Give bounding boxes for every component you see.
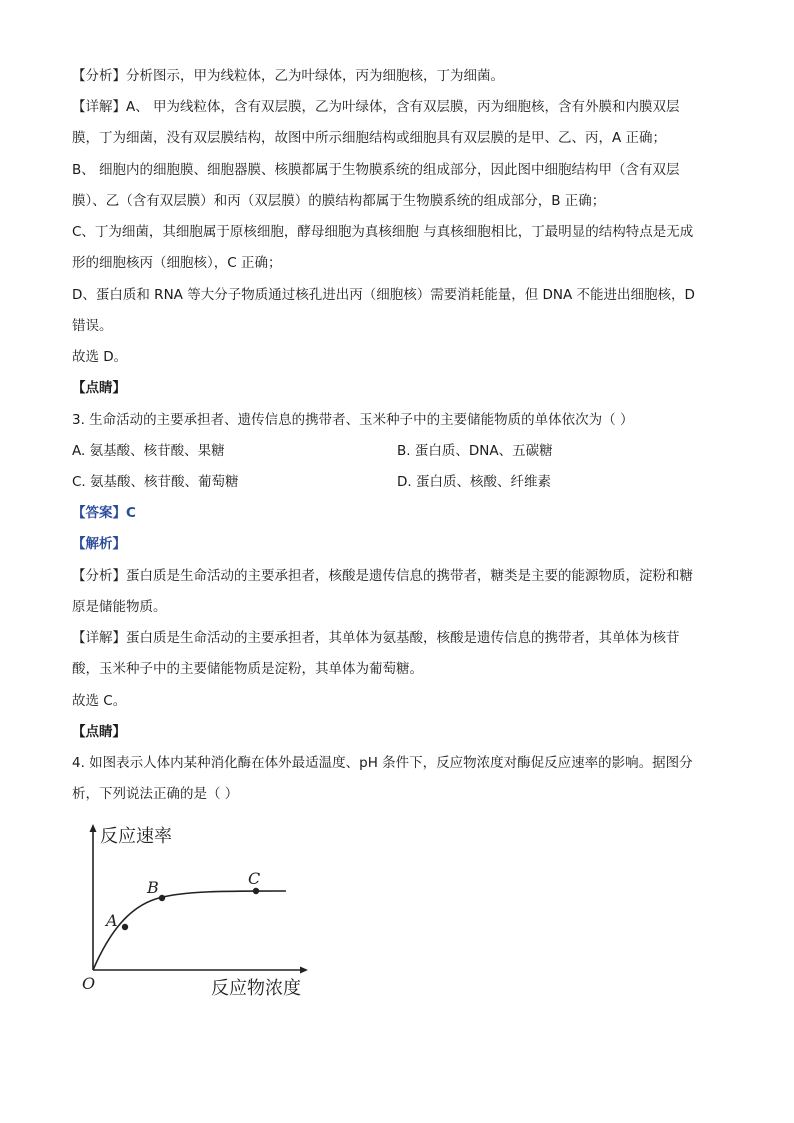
q2-choose: 故选 D。: [72, 349, 128, 365]
q3-analysis-line: 原是储能物质。: [72, 599, 167, 615]
q3-option-d: D. 蛋白质、核酸、纤维素: [397, 474, 551, 490]
q3-option-c: C. 氨基酸、核苷酸、葡萄糖: [72, 474, 239, 490]
q3-option-a: A. 氨基酸、核苷酸、果糖: [72, 443, 225, 459]
q4-stem-line: 析，下列说法正确的是（ ）: [72, 786, 239, 802]
rate-curve: [93, 891, 286, 970]
q2-detail-line: C、丁为细菌，其细胞属于原核细胞，酵母细胞为真核细胞 与真核细胞相比，丁最明显的结构特点是无成: [72, 224, 694, 240]
q3-detail-line: 【详解】蛋白质是生命活动的主要承担者，其单体为氨基酸，核酸是遗传信息的携带者，其单体为核苷: [72, 630, 680, 646]
q2-detail-line: 膜，丁为细菌，没有双层膜结构，故图中所示细胞结构或细胞具有双层膜的是甲、乙、丙，A 正确；: [72, 130, 667, 146]
point-b-label: B: [147, 878, 159, 897]
q2-detail-line: B、 细胞内的细胞膜、细胞器膜、核膜都属于生物膜系统的组成部分，因此图中细胞结构甲（含有双层: [72, 162, 680, 178]
x-axis-label: 反应物浓度: [211, 978, 301, 999]
q2-detail-line: 【详解】A、 甲为线粒体，含有双层膜，乙为叶绿体，含有双层膜，丙为细胞核，含有外膜和内膜双层: [72, 99, 680, 115]
point-c-marker: [253, 888, 259, 894]
origin-label: O: [82, 974, 96, 993]
q2-detail-line: D、蛋白质和 RNA 等大分子物质通过核孔进出丙（细胞核）需要消耗能量，但 DNA 不能进出细胞核，D: [72, 287, 695, 303]
y-axis-arrow: [90, 824, 97, 832]
q2-detail-line: 形的细胞核丙（细胞核），C 正确；: [72, 255, 282, 271]
q3-detail-line: 酸，玉米种子中的主要储能物质是淀粉，其单体为葡萄糖。: [72, 661, 423, 677]
q3-answer: 【答案】C: [72, 505, 136, 521]
q4-stem-line: 4. 如图表示人体内某种消化酶在体外最适温度、pH 条件下，反应物浓度对酶促反应速率的影响。据图分: [72, 755, 693, 771]
q3-comment-heading: 【点睛】: [72, 724, 126, 740]
point-b-marker: [159, 895, 165, 901]
q2-detail-line: 膜）、乙（含有双层膜）和丙（双层膜）的膜结构都属于生物膜系统的组成部分，B 正确；: [72, 193, 606, 209]
q2-analysis: 【分析】分析图示，甲为线粒体，乙为叶绿体，丙为细胞核，丁为细菌。: [72, 68, 504, 84]
point-a-label: A: [106, 911, 118, 930]
q3-stem: 3. 生命活动的主要承担者、遗传信息的携带者、玉米种子中的主要储能物质的单体依次为（ ）: [72, 412, 634, 428]
point-c-label: C: [248, 869, 261, 888]
point-a-marker: [122, 924, 128, 930]
q3-choose: 故选 C。: [72, 693, 127, 709]
q3-option-b: B. 蛋白质、DNA、五碳糖: [397, 443, 553, 459]
x-axis-arrow: [300, 967, 308, 974]
y-axis-label: 反应速率: [100, 826, 172, 847]
q3-explain-heading: 【解析】: [72, 536, 126, 552]
q2-detail-line: 错误。: [72, 318, 113, 334]
q2-comment-heading: 【点睛】: [72, 380, 126, 396]
q4-reaction-rate-graph: [74, 818, 324, 1008]
q3-analysis-line: 【分析】蛋白质是生命活动的主要承担者，核酸是遗传信息的携带者，糖类是主要的能源物质，淀粉和糖: [72, 568, 693, 584]
